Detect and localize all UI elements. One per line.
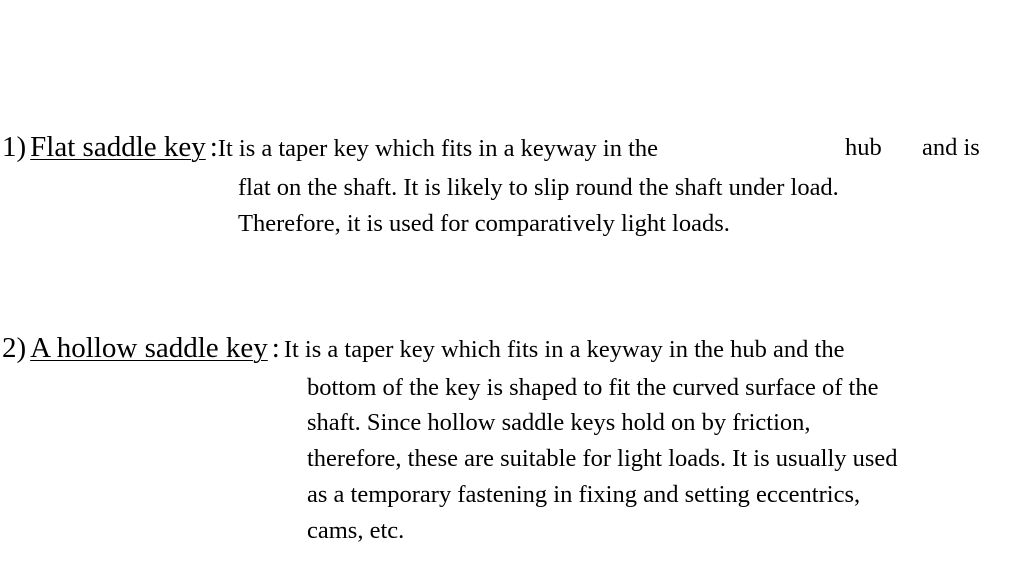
item-1-number: 1) (2, 131, 27, 163)
item-1-line-3: Therefore, it is used for comparatively light loads. (238, 210, 730, 237)
item-2-line-1: It is a taper key which fits in a keyway in the hub and the (283, 336, 845, 363)
item-1-word-hub: hub (845, 134, 882, 161)
item-1-line-1: It is a taper key which fits in a keyway in the (217, 135, 658, 162)
item-1-line-2: flat on the shaft. It is likely to slip round the shaft under load. (238, 174, 839, 201)
item-1-first-line (2, 133, 658, 162)
item-2-line-2: bottom of the key is shaped to fit the curved surface of the (307, 374, 879, 401)
item-2-first-line (2, 334, 844, 363)
item-2-line-4: therefore, these are suitable for light loads. It is usually used (307, 445, 898, 472)
item-2-term: A hollow saddle key (30, 332, 268, 364)
item-2-separator: : (271, 332, 280, 364)
item-2-line-5: as a temporary fastening in fixing and setting eccentrics, (307, 481, 861, 508)
item-1-separator: : (209, 131, 218, 163)
item-1-term: Flat saddle key (30, 131, 206, 163)
item-1-word-and-is: and is (922, 134, 980, 161)
item-2-number: 2) (2, 332, 27, 364)
item-2-line-3: shaft. Since hollow saddle keys hold on by friction, (307, 409, 811, 436)
item-2-line-6: cams, etc. (307, 517, 405, 544)
